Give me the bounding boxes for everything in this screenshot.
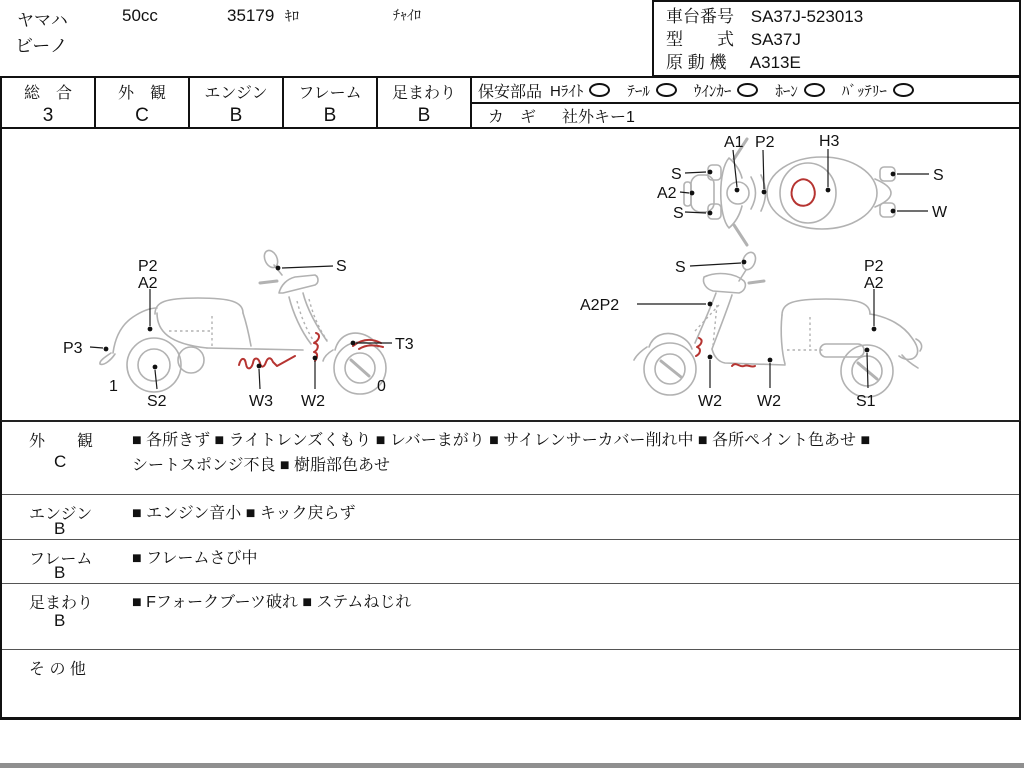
- safety-item-label: ｳｲﾝｶｰ: [693, 82, 732, 100]
- safety-parts-cell: [472, 78, 1019, 127]
- section-notes: [132, 501, 1012, 526]
- score-grade: C: [135, 105, 149, 126]
- safety-item-winker: [694, 80, 759, 101]
- damage-code-label: H3: [819, 133, 840, 150]
- status-circle-icon: [893, 83, 914, 97]
- safety-parts-row: [472, 78, 1019, 104]
- damage-code-label: S: [673, 205, 684, 222]
- scooter-top-view-diagram: [632, 130, 952, 248]
- body-color: ﾁｬｲﾛ: [393, 7, 421, 23]
- safety-item-label: Hﾗｲﾄ: [550, 82, 584, 100]
- damage-code-label: S1: [856, 393, 876, 410]
- status-circle-icon: [737, 83, 758, 97]
- section-label: 足まわり: [29, 595, 94, 612]
- displacement: 50cc: [122, 6, 158, 25]
- damage-diagram-area: [0, 129, 1021, 420]
- damage-code-label: S: [671, 166, 682, 183]
- section-other: [2, 649, 1019, 717]
- mileage: [227, 6, 299, 26]
- section-notes: [132, 428, 1012, 478]
- safety-item-taillight: [627, 80, 677, 101]
- section-grade: C: [54, 452, 67, 471]
- chassis-number-value: SA37J-523013: [750, 7, 864, 26]
- vehicle-id-box: [652, 0, 1021, 77]
- model-code-value: SA37J: [750, 30, 801, 49]
- score-label: 足まわり: [391, 85, 456, 102]
- damage-code-label: A2: [138, 275, 158, 292]
- notes-line: ■ 各所きず ■ ライトレンズくもり ■ レバーまがり ■ サイレンサーカバー削れ中 ■ 各所ペイント色あせ ■: [132, 432, 871, 449]
- damage-code-label: S: [933, 167, 944, 184]
- section-notes: [132, 590, 1012, 615]
- score-cell-exterior: [96, 78, 190, 127]
- section-grade: B: [54, 519, 66, 538]
- section-label: 外 観: [29, 433, 94, 450]
- safety-item-headlight: [550, 80, 610, 101]
- safety-item-label: ﾃｰﾙ: [627, 82, 650, 100]
- section-engine: [2, 494, 1019, 539]
- section-notes: [132, 546, 1012, 571]
- score-grade: B: [417, 105, 431, 126]
- status-circle-icon: [656, 83, 677, 97]
- engine-code-row: [666, 51, 1019, 74]
- chassis-number-label: 車台番号: [666, 7, 734, 26]
- damage-code-label: A2: [864, 275, 884, 292]
- damage-code-label: S2: [147, 393, 167, 410]
- engine-code-value: A313E: [749, 53, 801, 72]
- section-exterior: [2, 422, 1019, 494]
- key-value: 社外キー1: [562, 109, 635, 126]
- key-label: カ ギ: [488, 109, 537, 126]
- notes-line: ■ エンジン音小 ■ キック戻らず: [132, 505, 356, 522]
- safety-parts-title: 保安部品: [478, 83, 543, 101]
- damage-code-label: P2: [864, 258, 884, 275]
- condition-sections: [0, 420, 1021, 720]
- damage-code-label: P2: [138, 258, 158, 275]
- damage-code-label: W: [932, 204, 948, 221]
- scooter-left-side-diagram: [567, 243, 957, 415]
- score-label: 外 観: [117, 85, 166, 102]
- engine-code-label: 原 動 機: [666, 53, 727, 72]
- score-grade: B: [229, 105, 243, 126]
- section-frame: [2, 539, 1019, 583]
- score-cell-overall: [2, 78, 96, 127]
- model-code-label: 型 式: [666, 30, 734, 49]
- mileage-value: 35179: [227, 6, 275, 25]
- section-label: エンジン: [29, 506, 93, 523]
- status-circle-icon: [804, 83, 825, 97]
- damage-code-label: T3: [395, 336, 414, 353]
- damage-code-label: W2: [698, 393, 722, 410]
- score-label: フレーム: [298, 85, 362, 102]
- score-cell-engine: [190, 78, 284, 127]
- mileage-unit: ｷﾛ: [285, 8, 300, 24]
- scan-edge-bar: [0, 763, 1024, 768]
- damage-code-label: S: [336, 258, 347, 275]
- brand-name: ヤマハ: [17, 11, 68, 30]
- safety-item-horn: [775, 80, 825, 101]
- section-undercarriage: [2, 583, 1019, 649]
- damage-code-label: P3: [63, 340, 83, 357]
- key-row: [472, 104, 1019, 127]
- notes-line: ■ Fフォークブーツ破れ ■ ステムねじれ: [132, 594, 412, 611]
- notes-line: シートスポンジ不良 ■ 樹脂部色あせ: [132, 457, 390, 474]
- damage-code-label: W2: [757, 393, 781, 410]
- damage-code-label: W3: [249, 393, 273, 410]
- status-circle-icon: [589, 83, 610, 97]
- score-label: 総 合: [23, 85, 72, 102]
- safety-item-label: ﾎｰﾝ: [775, 82, 798, 100]
- tread-depth-label: 1: [109, 378, 118, 395]
- score-strip: [0, 76, 1021, 129]
- scooter-right-side-diagram: [57, 243, 427, 415]
- score-grade: B: [323, 105, 337, 126]
- score-label: エンジン: [204, 85, 268, 102]
- score-grade: 3: [42, 105, 54, 126]
- section-grade: B: [54, 563, 66, 582]
- chassis-number-row: [666, 5, 1019, 28]
- model-code-row: [666, 28, 1019, 51]
- safety-item-battery: [842, 80, 914, 101]
- safety-item-label: ﾊﾞｯﾃﾘｰ: [841, 82, 887, 100]
- damage-code-label: A2: [657, 185, 677, 202]
- notes-line: ■ フレームさび中: [132, 550, 258, 567]
- damage-code-label: S: [675, 259, 686, 276]
- section-label: そ の 他: [29, 661, 86, 678]
- damage-code-label: A1: [724, 134, 744, 151]
- model-name: ビーノ: [15, 36, 68, 56]
- score-cell-frame: [284, 78, 378, 127]
- tread-depth-label: 0: [377, 378, 386, 395]
- score-cell-undercarriage: [378, 78, 472, 127]
- damage-code-label: W2: [301, 393, 325, 410]
- section-grade: B: [54, 611, 66, 630]
- damage-code-label: P2: [755, 134, 775, 151]
- section-label: フレーム: [29, 551, 93, 568]
- damage-code-label: A2P2: [580, 297, 620, 314]
